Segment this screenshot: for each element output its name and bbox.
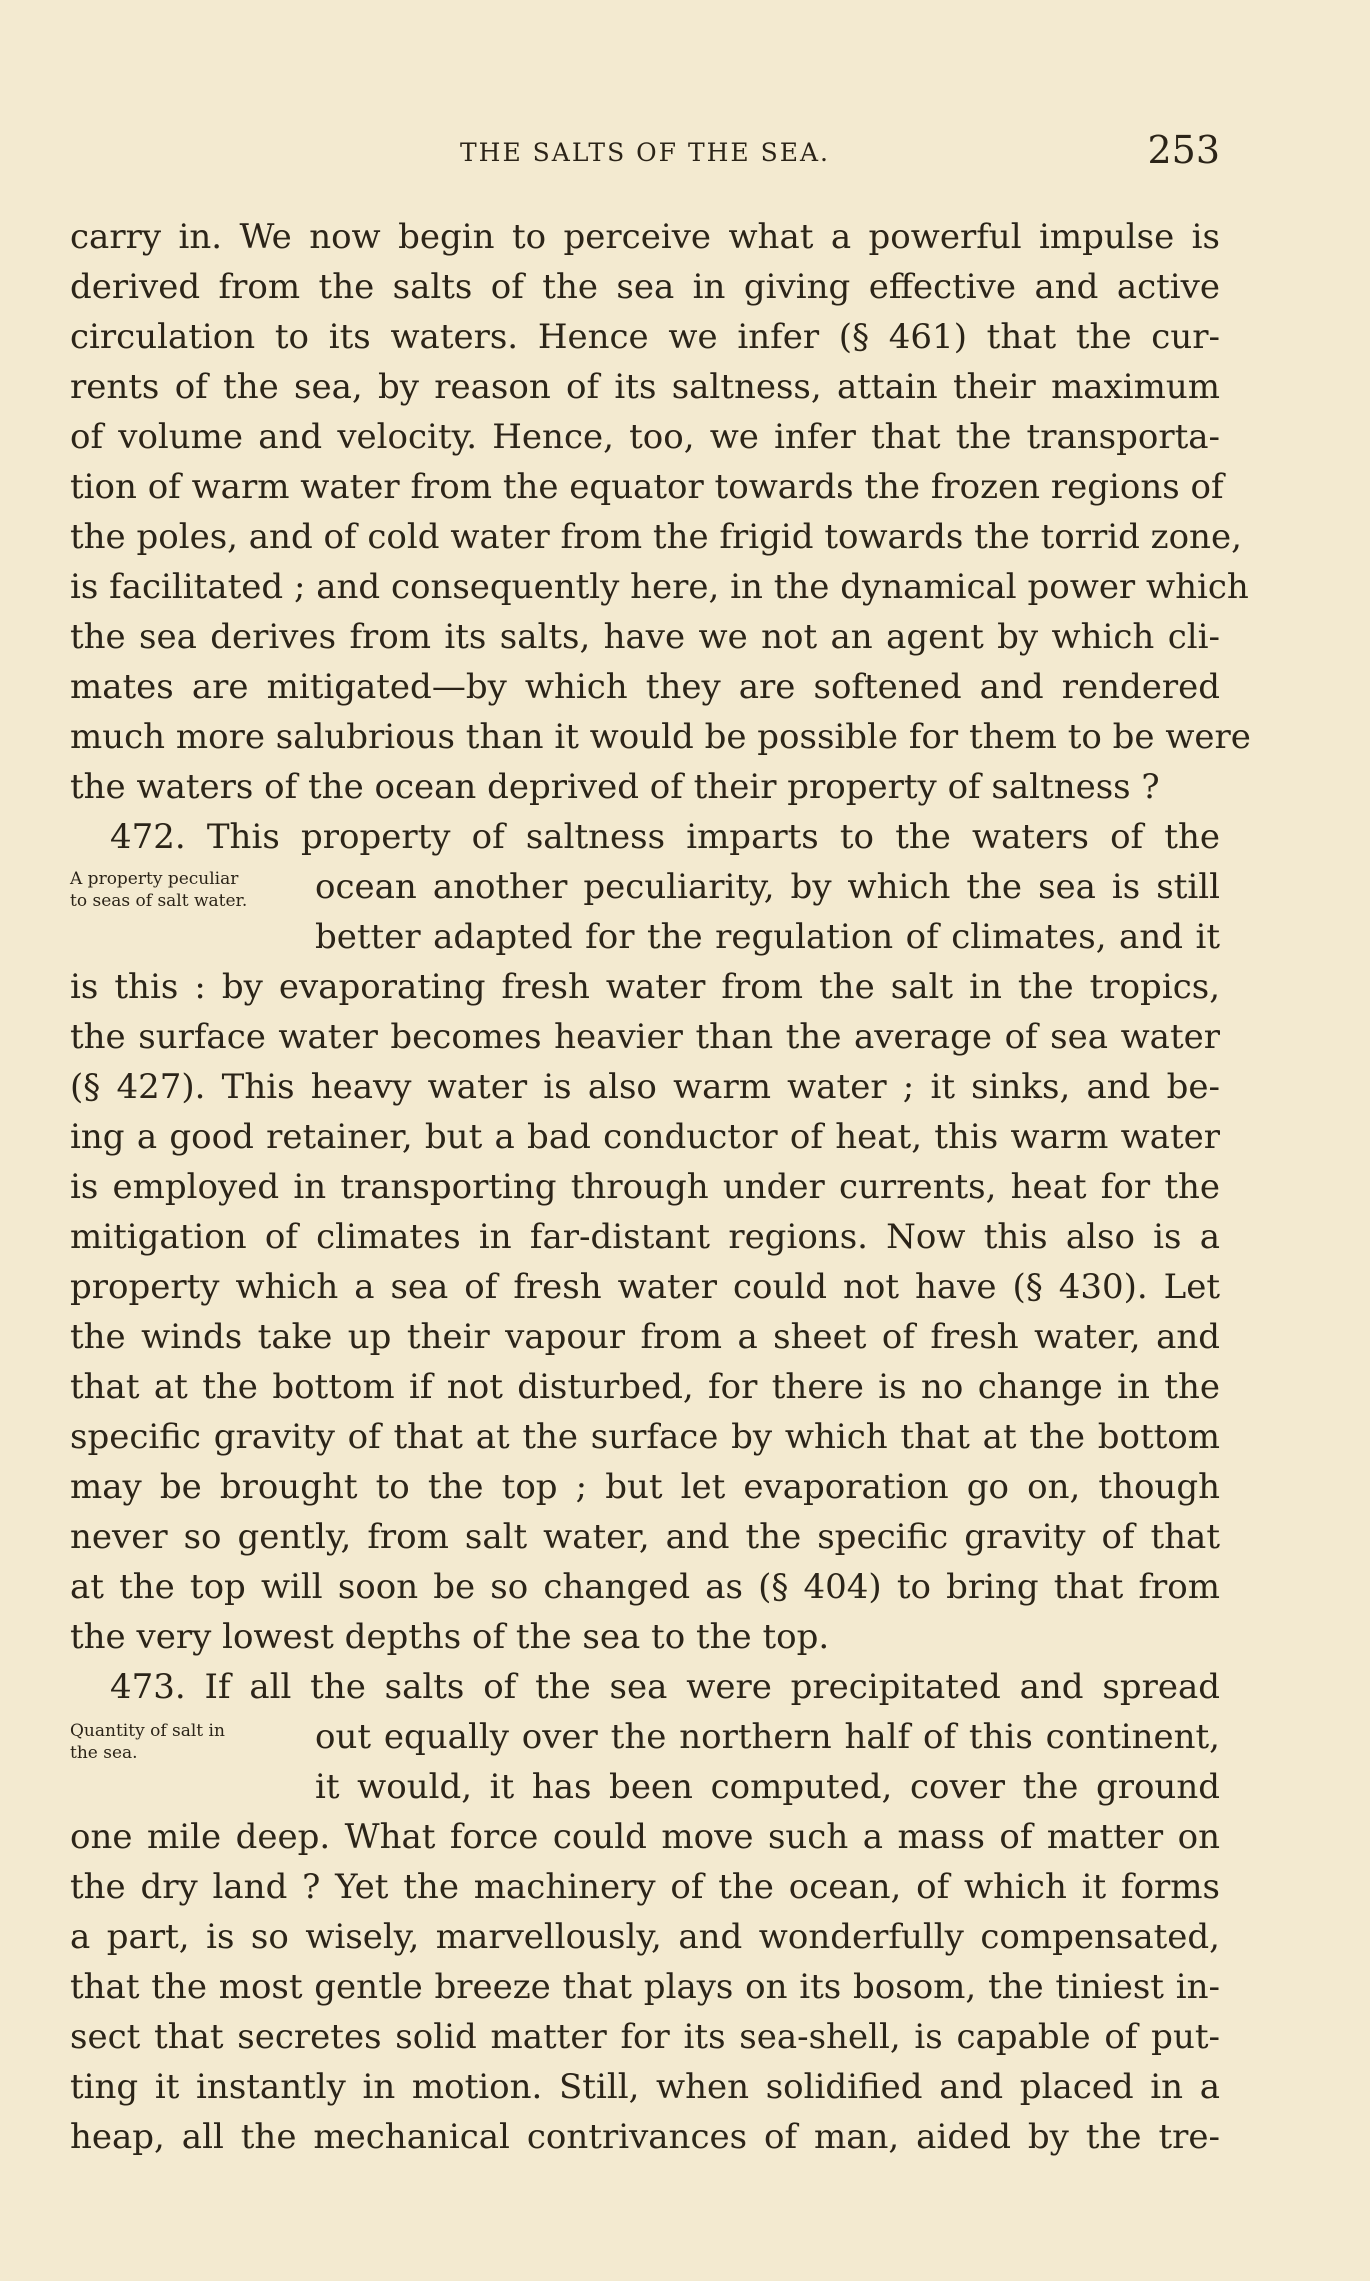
text-line: mates are mitigated—by which they are softened and rendered: [70, 667, 1220, 707]
text-line: mitigation of climates in far-distant regions. Now this also is a: [70, 1217, 1220, 1257]
text-line: the dry land ? Yet the machinery of the ocean, of which it forms: [70, 1867, 1220, 1907]
text-line: that at the bottom if not disturbed, for there is no change in the: [70, 1367, 1220, 1407]
text-line: never so gently, from salt water, and the specific gravity of that: [70, 1517, 1220, 1557]
running-head: THE SALTS OF THE SEA.: [459, 138, 830, 167]
text-line: property which a sea of fresh water could not have (§ 430). Let: [70, 1267, 1220, 1307]
text-line: a part, is so wisely, marvellously, and wonderfully compensated,: [70, 1917, 1220, 1957]
text-line: is facilitated ; and consequently here, in the dynamical power which: [70, 567, 1249, 607]
text-line: at the top will soon be so changed as (§ 404) to bring that from: [70, 1567, 1220, 1607]
text-line: (§ 427). This heavy water is also warm water ; it sinks, and be-: [70, 1067, 1220, 1107]
text-line: sect that secretes solid matter for its sea-shell, is capable of put-: [70, 2017, 1220, 2057]
text-line: the winds take up their vapour from a sheet of fresh water, and: [70, 1317, 1220, 1357]
text-line: circulation to its waters. Hence we infer (§ 461) that the cur-: [70, 317, 1220, 357]
text-line: rents of the sea, by reason of its saltness, attain their maximum: [70, 367, 1220, 407]
text-line: it would, it has been computed, cover the ground: [315, 1767, 1220, 1807]
text-line: heap, all the mechanical contrivances of man, aided by the tre-: [70, 2117, 1220, 2157]
sidenote-line: to seas of salt water.: [70, 891, 248, 911]
text-line: the very lowest depths of the sea to the top.: [70, 1617, 830, 1657]
text-line: of volume and velocity. Hence, too, we infer that the transporta-: [70, 417, 1220, 457]
text-line: much more salubrious than it would be possible for them to be were: [70, 717, 1251, 757]
sidenote-quantity-of-salt: [70, 1720, 305, 1764]
text-line: ting it instantly in motion. Still, when solidified and placed in a: [70, 2067, 1220, 2107]
text-line: is employed in transporting through under currents, heat for the: [70, 1167, 1220, 1207]
text-line: specific gravity of that at the surface by which that at the bottom: [70, 1417, 1220, 1457]
text-line: that the most gentle breeze that plays on its bosom, the tiniest in-: [70, 1967, 1220, 2007]
text-line: carry in. We now begin to perceive what a powerful impulse is: [70, 217, 1220, 257]
sidenote-property-peculiar: [70, 868, 305, 912]
text-line: may be brought to the top ; but let evaporation go on, though: [70, 1467, 1220, 1507]
text-line: the poles, and of cold water from the frigid towards the torrid zone,: [70, 517, 1242, 557]
text-line: out equally over the northern half of this continent,: [315, 1717, 1220, 1757]
text-line: the waters of the ocean deprived of their property of saltness ?: [70, 767, 1160, 807]
text-line: tion of warm water from the equator towards the frozen regions of: [70, 467, 1224, 507]
page-header: [70, 128, 1220, 178]
sidenote-line: A property peculiar: [70, 869, 239, 889]
sidenote-line: Quantity of salt in: [70, 1721, 225, 1741]
text-line: ocean another peculiarity, by which the sea is still: [315, 867, 1220, 907]
text-line: is this : by evaporating fresh water from the salt in the tropics,: [70, 967, 1220, 1007]
text-line: one mile deep. What force could move such a mass of matter on: [70, 1817, 1220, 1857]
sidenote-line: the sea.: [70, 1743, 138, 1763]
text-line: ing a good retainer, but a bad conductor of heat, this warm water: [70, 1117, 1220, 1157]
text-line: the surface water becomes heavier than the average of sea water: [70, 1017, 1220, 1057]
text-line: the sea derives from its salts, have we not an agent by which cli-: [70, 617, 1220, 657]
text-line: derived from the salts of the sea in giving effective and active: [70, 267, 1220, 307]
page-number: 253: [1147, 128, 1220, 172]
paragraph-473-start: 473. If all the salts of the sea were precipitated and spread: [110, 1667, 1220, 1707]
paragraph-472-start: 472. This property of saltness imparts to the waters of the: [110, 817, 1220, 857]
text-line: better adapted for the regulation of climates, and it: [315, 917, 1220, 957]
